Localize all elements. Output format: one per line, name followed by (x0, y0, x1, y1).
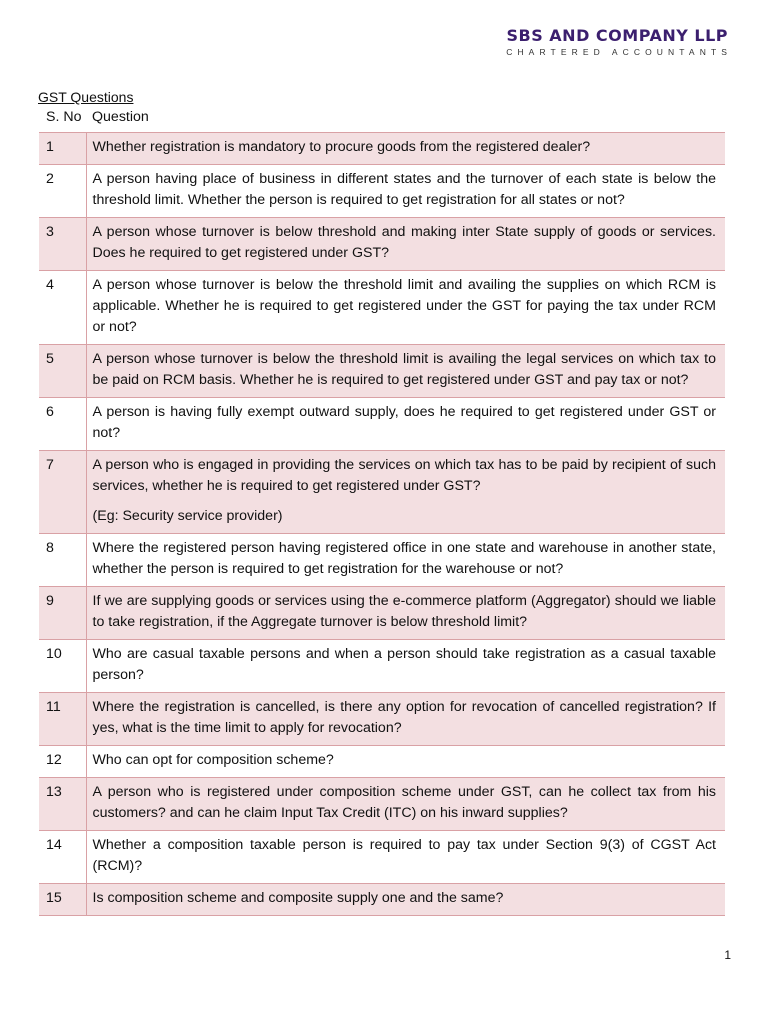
row-question-cell (86, 218, 725, 271)
row-question-cell (86, 778, 725, 831)
table-body (39, 133, 725, 916)
row-number: 9 (46, 593, 54, 609)
row-question-cell (86, 640, 725, 693)
question-text: Who are casual taxable persons and when a person should take registration as a casual taxable person? (92, 646, 716, 683)
row-number: 14 (46, 837, 62, 853)
row-number: 7 (46, 457, 54, 473)
row-number: 8 (46, 540, 54, 556)
row-number: 2 (46, 171, 54, 187)
table-row (39, 133, 725, 165)
questions-table (39, 107, 725, 916)
table-row (39, 398, 725, 451)
question-text: Where the registered person having registered office in one state and warehouse in another state, whether the person is required to get registration for the warehouse or not? (92, 540, 716, 577)
page-number: 1 (724, 948, 731, 962)
row-question-cell (86, 746, 725, 778)
question-text: A person whose turnover is below the threshold limit is availing the legal services on which tax to be paid on RCM basis. Whether he is required to get registered under GST and pay tax or not? (92, 351, 716, 388)
table-row (39, 218, 725, 271)
question-text: A person who is registered under composition scheme under GST, can he collect tax from his customers? and can he claim Input Tax Credit (ITC) on his inward supplies? (92, 784, 716, 821)
row-number: 1 (46, 139, 54, 155)
row-number: 4 (46, 277, 54, 293)
table-row (39, 345, 725, 398)
table-row (39, 534, 725, 587)
question-text: Where the registration is cancelled, is there any option for revocation of cancelled registration? If yes, what is the time limit to apply for revocation? (92, 699, 716, 736)
table-row (39, 587, 725, 640)
row-number: 11 (46, 699, 61, 715)
table-row (39, 165, 725, 218)
row-number: 13 (46, 784, 62, 800)
question-text: Whether registration is mandatory to procure goods from the registered dealer? (92, 139, 591, 155)
question-text: Whether a composition taxable person is required to pay tax under Section 9(3) of CGST Act (RCM)? (92, 837, 716, 874)
row-question-cell (86, 398, 725, 451)
question-note: (Eg: Security service provider) (92, 508, 283, 524)
table-row (39, 640, 725, 693)
row-question-cell (86, 165, 725, 218)
column-header-question: Question (92, 109, 149, 125)
question-text: A person who is engaged in providing the services on which tax has to be paid by recipient of such services, whether he is required to get registered under GST? (92, 457, 716, 494)
question-text: A person having place of business in different states and the turnover of each state is below the threshold limit. Whether the person is required to get registration for all states or not? (92, 171, 716, 208)
table-row (39, 884, 725, 916)
row-question-cell (86, 587, 725, 640)
document-title: GST Questions (38, 89, 134, 105)
table-row (39, 693, 725, 746)
row-question-cell (86, 345, 725, 398)
row-number: 6 (46, 404, 54, 420)
row-question-cell (86, 534, 725, 587)
row-number: 10 (46, 646, 62, 662)
table-row (39, 271, 725, 345)
company-tagline: CHARTERED ACCOUNTANTS (506, 47, 732, 57)
question-text: If we are supplying goods or services using the e-commerce platform (Aggregator) should we liable to take registration, if the Aggregate turnover is below threshold limit? (92, 593, 716, 630)
row-number: 5 (46, 351, 54, 367)
question-text: Who can opt for composition scheme? (92, 752, 334, 768)
table-row (39, 451, 725, 534)
question-text: A person whose turnover is below the threshold limit and availing the supplies on which RCM is applicable. Whether he is required to get registered under the GST for paying the tax under RCM or not? (92, 277, 716, 335)
row-question-cell (86, 133, 725, 165)
row-number: 12 (46, 752, 62, 768)
table-header-row (39, 107, 725, 133)
question-text: A person whose turnover is below threshold and making inter State supply of goods or services. Does he required to get registered under GST? (92, 224, 716, 261)
company-name: SBS AND COMPANY LLP (506, 26, 728, 45)
row-question-cell (86, 831, 725, 884)
company-header (506, 26, 732, 57)
question-text: A person is having fully exempt outward supply, does he required to get registered under GST or not? (92, 404, 716, 441)
row-number: 3 (46, 224, 54, 240)
table-row (39, 746, 725, 778)
column-header-sno: S. No (46, 109, 82, 125)
row-number: 15 (46, 890, 62, 906)
question-text: Is composition scheme and composite supply one and the same? (92, 890, 504, 906)
row-question-cell (86, 271, 725, 345)
row-question-cell (86, 693, 725, 746)
row-question-cell (86, 884, 725, 916)
row-question-cell (86, 451, 725, 534)
table-row (39, 831, 725, 884)
table-row (39, 778, 725, 831)
